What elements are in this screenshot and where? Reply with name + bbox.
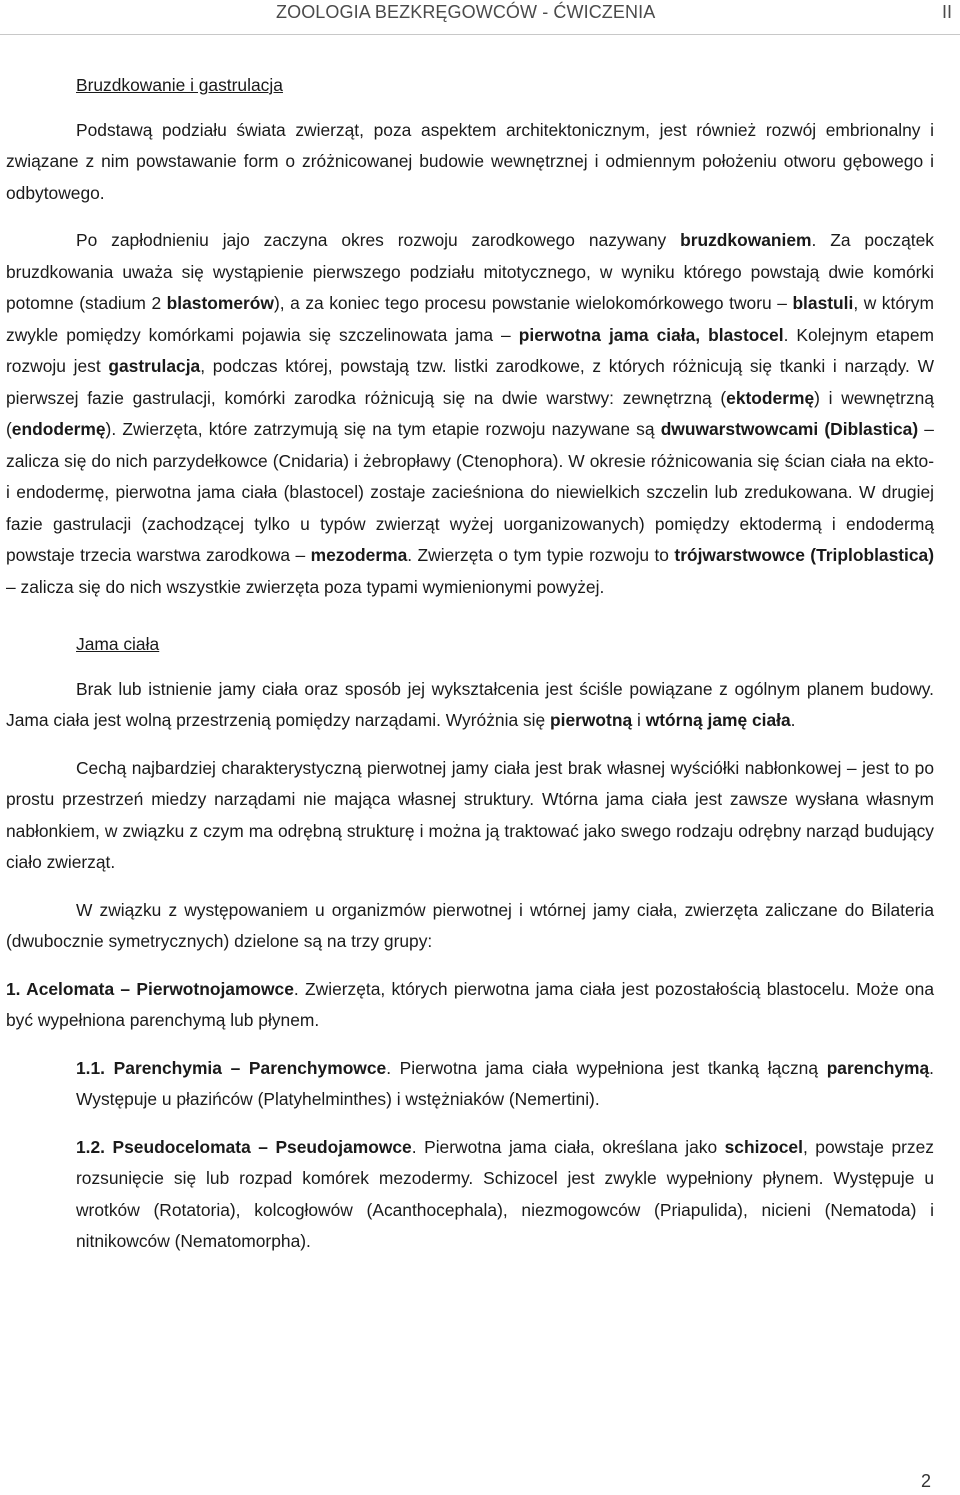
header-part-number: II [942,2,953,22]
page-number: 2 [921,1471,932,1491]
paragraph-bilateria: W związku z występowaniem u organizmów pierwotnej i wtórnej jamy ciała, zwierzęta zaliczane do Bilateria (dwubocznie symetrycznych) dzielone są na trzy grupy: [6,899,934,951]
section-heading-bruzdkowanie: Bruzdkowanie i gastrulacja [76,75,283,95]
section-heading-jama-ciala: Jama ciała [76,634,160,654]
paragraph-bruzdkowanie: Po zapłodnieniu jajo zaczyna okres rozwoju zarodkowego nazywany bruzdkowaniem. Za początek bruzdkowania uważa się wystąpienie pierwszego podziału mitotycznego, w wyniku którego powstają dwie komórki potomne (stadium 2 blastomerów), a za koniec tego procesu powstanie wielokomórkowego tworu – blastuli, w którym zwykle pomiędzy komórkami pojawia się szczelinowata jama – pierwotna jama ciała, blastocel. Kolejnym etapem rozwoju jest gastrulacja, podczas której, powstają tzw. listki zarodkowe, z których różnicują się tkanki i narządy. W pierwszej fazie gastrulacji, komórki zarodka różnicują się na dwie warstwy: zewnętrzną (ektodermę) i wewnętrzną (endodermę). Zwierzęta, które zatrzymują się na tym etapie rozwoju nazywane są dwuwarstwowcami (Diblastica) – zalicza się do nich parzydełkowce (Cnidaria) i żebropławy (Ctenophora). W okresie różnicowania się ścian ciała na ekto- i endodermę, pierwotna jama ciała (blastocel) zostaje zacieśniona do niewielkich szczelin lub zredukowana. W drugiej fazie gastrulacji (zachodzącej tylko u typów zwierząt wyżej uorganizowanych) pomiędzy ektodermą i endodermą powstaje trzecia warstwa zarodkowa – mezoderma. Zwierzęta o tym typie rozwoju to trójwarstwowce (Triploblastica) – zalicza się do nich wszystkie zwierzęta poza typami wymienionymi powyżej. [6,230,934,597]
list-item-acelomata: 1. Acelomata – Pierwotnojamowce. Zwierzęta, których pierwotna jama ciała jest pozostałością blastocelu. Może ona być wypełniona parenchymą lub płynem. [6,978,934,1030]
paragraph-intro: Podstawą podziału świata zwierząt, poza aspektem architektonicznym, jest również rozwój embrionalny i związane z nim powstawanie form o zróżnicowanej budowie wewnętrznej i odmiennym położeniu otworu gębowego i odbytowego. [6,119,934,203]
header-title: ZOOLOGIA BEZKRĘGOWCÓW - ĆWICZENIA [276,2,656,22]
list-item-parenchymia: 1.1. Parenchymia – Parenchymowce. Pierwotna jama ciała wypełniona jest tkanką łączną parenchymą. Występuje u płazińców (Platyhelminthes) i wstężniaków (Nemertini). [76,1057,934,1109]
header-divider [0,34,960,35]
list-item-pseudocelomata: 1.2. Pseudocelomata – Pseudojamowce. Pierwotna jama ciała, określana jako schizocel, powstaje przez rozsunięcie się lub rozpad komórek mezodermy. Schizocel jest zwykle wypełniony płynem. Występuje u wrotków (Rotatoria), kolcogłowów (Acanthocephala), niezmogowców (Priapulida), nicieni (Nematoda) i nitnikowców (Nematomorpha). [76,1136,934,1251]
document-body [6,70,934,1274]
paragraph-pierwotna-jama: Cechą najbardziej charakterystyczną pierwotnej jamy ciała jest brak własnej wyściółki nabłonkowej – jest to po prostu przestrzeń miedzy narządami nie mająca własnej struktury. Wtórna jama ciała jest zawsze wysłana własnym nabłonkiem, w związku z czym ma odrębną strukturę i można ją traktować jako swego rodzaju odrębny narząd budujący ciało zwierząt. [6,757,934,872]
paragraph-jama-intro: Brak lub istnienie jamy ciała oraz sposób jej wykształcenia jest ściśle powiązane z ogólnym planem budowy. Jama ciała jest wolną przestrzenią pomiędzy narządami. Wyróżnia się pierwotną i wtórną jamę ciała. [6,678,934,730]
